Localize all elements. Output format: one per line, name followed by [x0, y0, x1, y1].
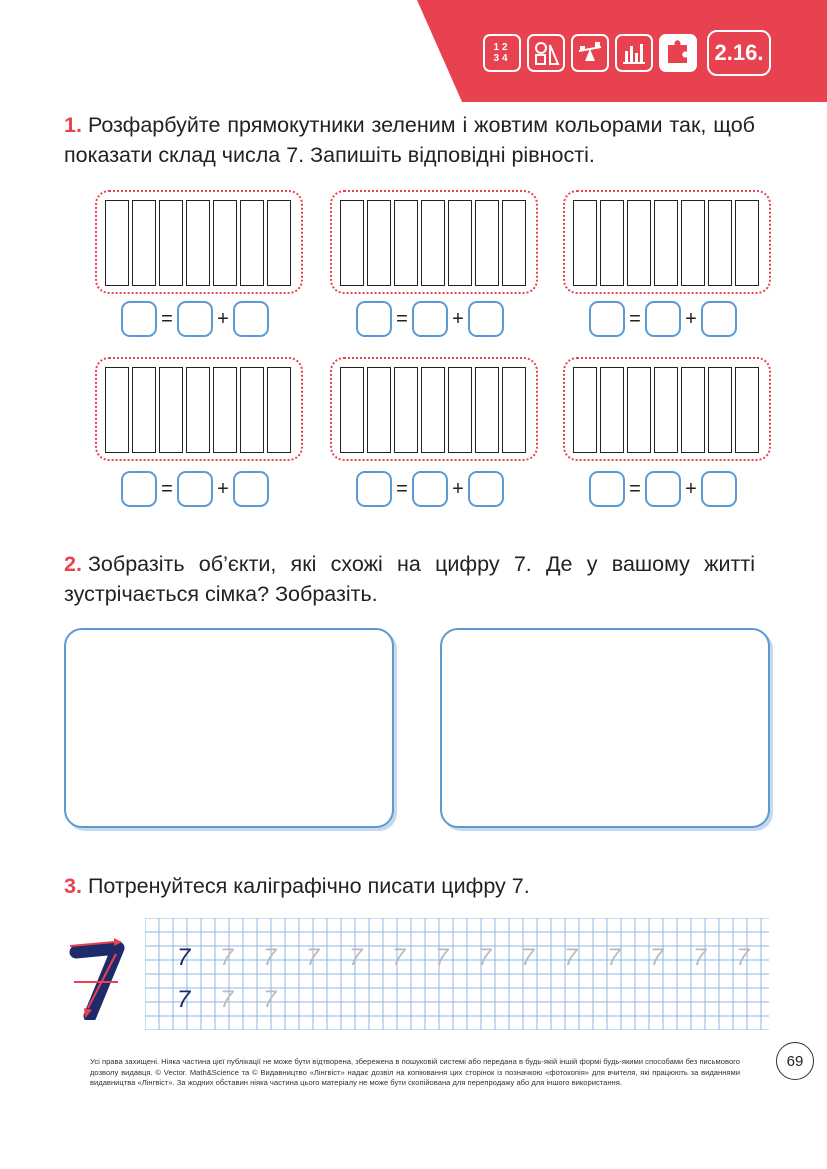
answer-box[interactable]	[701, 301, 737, 337]
colorable-rectangle[interactable]	[267, 367, 291, 453]
colorable-rectangle[interactable]	[421, 367, 445, 453]
colorable-rectangle[interactable]	[448, 367, 472, 453]
equation-row	[356, 471, 504, 507]
colorable-rectangle[interactable]	[735, 367, 759, 453]
rectangle-group	[563, 190, 771, 294]
equals-sign: =	[396, 307, 408, 330]
colorable-rectangle[interactable]	[213, 200, 237, 286]
numbers-icon	[483, 34, 521, 72]
answer-box[interactable]	[701, 471, 737, 507]
colorable-rectangle[interactable]	[600, 200, 624, 286]
task-1	[64, 110, 755, 170]
answer-box[interactable]	[356, 301, 392, 337]
equals-sign: =	[396, 477, 408, 500]
colorable-rectangle[interactable]	[708, 367, 732, 453]
colorable-rectangle[interactable]	[367, 200, 391, 286]
shapes-icon	[527, 34, 565, 72]
traced-digit: 7	[478, 944, 492, 971]
section-icons	[483, 30, 771, 76]
rectangle-group	[95, 190, 303, 294]
colorable-rectangle[interactable]	[394, 367, 418, 453]
colorable-rectangle[interactable]	[186, 367, 210, 453]
colorable-rectangle[interactable]	[132, 367, 156, 453]
traced-digit: 7	[607, 944, 621, 971]
puzzle-icon	[659, 34, 697, 72]
colorable-rectangle[interactable]	[627, 200, 651, 286]
equals-sign: =	[629, 307, 641, 330]
colorable-rectangle[interactable]	[340, 367, 364, 453]
copyright-notice: Усі права захищені. Ніяка частина цієї публікації не може бути відтворена, збережена в пошуковій системі або передана в будь-якій іншій формі будь-якими способами без письмового дозволу видавця. © Vector. Math&Science та © Видавництво «Лінгвіст» надає дозвіл на копіювання цих сторінок із позначкою «фотокопія» для вчителя, які працюють за виданнями видавництва «Лінгвіст». За жодних обставин ніяка частина цього матеріалу не може бути скопійована для перепродажу або для іншого використання.	[90, 1057, 740, 1087]
colorable-rectangle[interactable]	[502, 367, 526, 453]
colorable-rectangle[interactable]	[654, 367, 678, 453]
colorable-rectangle[interactable]	[394, 200, 418, 286]
colorable-rectangle[interactable]	[573, 200, 597, 286]
traced-digit: 7	[392, 944, 406, 971]
colorable-rectangle[interactable]	[132, 200, 156, 286]
rectangle-group	[330, 357, 538, 461]
answer-box[interactable]	[233, 471, 269, 507]
colorable-rectangle[interactable]	[105, 200, 129, 286]
bar-chart-icon	[615, 34, 653, 72]
colorable-rectangle[interactable]	[681, 200, 705, 286]
equation-row	[589, 471, 737, 507]
traced-digit: 7	[220, 986, 234, 1013]
answer-box[interactable]	[589, 301, 625, 337]
drawing-area-left[interactable]	[64, 628, 394, 828]
traced-digit: 7	[349, 944, 363, 971]
traced-digit: 7	[435, 944, 449, 971]
answer-box[interactable]	[468, 301, 504, 337]
traced-digit: 7	[220, 944, 234, 971]
colorable-rectangle[interactable]	[600, 367, 624, 453]
page-number: 69	[776, 1042, 814, 1080]
plus-sign: +	[217, 477, 229, 500]
colorable-rectangle[interactable]	[654, 200, 678, 286]
colorable-rectangle[interactable]	[367, 367, 391, 453]
task-1-number: 1.	[64, 113, 82, 137]
colorable-rectangle[interactable]	[240, 200, 264, 286]
colorable-rectangle[interactable]	[340, 200, 364, 286]
colorable-rectangle[interactable]	[502, 200, 526, 286]
traced-digit: 7	[564, 944, 578, 971]
numbers-icon-text: 12 34	[493, 42, 511, 64]
colorable-rectangle[interactable]	[708, 200, 732, 286]
plus-sign: +	[452, 307, 464, 330]
task-3	[64, 871, 755, 901]
answer-box[interactable]	[121, 301, 157, 337]
equals-sign: =	[161, 477, 173, 500]
colorable-rectangle[interactable]	[448, 200, 472, 286]
task-2-text: Зобразіть об’єкти, які схожі на цифру 7. Де у вашому житті зустрічається сімка? Зобразіть.	[64, 552, 755, 606]
task-2	[64, 549, 755, 609]
answer-box[interactable]	[468, 471, 504, 507]
colorable-rectangle[interactable]	[240, 367, 264, 453]
traced-digit: 7	[693, 944, 707, 971]
plus-sign: +	[685, 477, 697, 500]
rectangle-group	[563, 357, 771, 461]
answer-box[interactable]	[412, 471, 448, 507]
equation-row	[589, 301, 737, 337]
plus-sign: +	[685, 307, 697, 330]
colorable-rectangle[interactable]	[573, 367, 597, 453]
traced-digit: 7	[521, 944, 535, 971]
task-2-number: 2.	[64, 552, 82, 576]
equation-row	[356, 301, 504, 337]
traced-digit: 7	[263, 986, 277, 1013]
task-1-text: Розфарбуйте прямокутники зеленим і жовтим кольорами так, щоб показати склад числа 7. Запишіть відповідні рівності.	[64, 113, 755, 167]
drawing-area-right[interactable]	[440, 628, 770, 828]
answer-box[interactable]	[233, 301, 269, 337]
colorable-rectangle[interactable]	[213, 367, 237, 453]
answer-box[interactable]	[645, 471, 681, 507]
task-3-number: 3.	[64, 874, 82, 898]
colorable-rectangle[interactable]	[475, 200, 499, 286]
colorable-rectangle[interactable]	[475, 367, 499, 453]
equation-row	[121, 471, 269, 507]
equals-sign: =	[161, 307, 173, 330]
answer-box[interactable]	[412, 301, 448, 337]
traced-digit: 7	[306, 944, 320, 971]
task-3-text: Потренуйтеся каліграфічно писати цифру 7.	[87, 874, 530, 898]
colorable-rectangle[interactable]	[105, 367, 129, 453]
colorable-rectangle[interactable]	[735, 200, 759, 286]
colorable-rectangle[interactable]	[267, 200, 291, 286]
sample-digit-7-icon	[68, 938, 130, 1020]
rectangle-group	[330, 190, 538, 294]
traced-digit: 7	[263, 944, 277, 971]
rectangle-group	[95, 357, 303, 461]
answer-box[interactable]	[356, 471, 392, 507]
model-digit: 7	[177, 986, 191, 1013]
balance-icon	[571, 34, 609, 72]
colorable-rectangle[interactable]	[681, 367, 705, 453]
answer-box[interactable]	[645, 301, 681, 337]
answer-box[interactable]	[121, 471, 157, 507]
colorable-rectangle[interactable]	[421, 200, 445, 286]
answer-box[interactable]	[177, 471, 213, 507]
traced-digit: 7	[650, 944, 664, 971]
handwriting-grid[interactable]	[145, 918, 769, 1030]
colorable-rectangle[interactable]	[186, 200, 210, 286]
answer-box[interactable]	[177, 301, 213, 337]
plus-sign: +	[452, 477, 464, 500]
colorable-rectangle[interactable]	[159, 367, 183, 453]
model-digit: 7	[177, 944, 191, 971]
lesson-badge: 2.16.	[707, 30, 771, 76]
answer-box[interactable]	[589, 471, 625, 507]
colorable-rectangle[interactable]	[627, 367, 651, 453]
plus-sign: +	[217, 307, 229, 330]
colorable-rectangle[interactable]	[159, 200, 183, 286]
equation-row	[121, 301, 269, 337]
traced-digit: 7	[736, 944, 750, 971]
equals-sign: =	[629, 477, 641, 500]
